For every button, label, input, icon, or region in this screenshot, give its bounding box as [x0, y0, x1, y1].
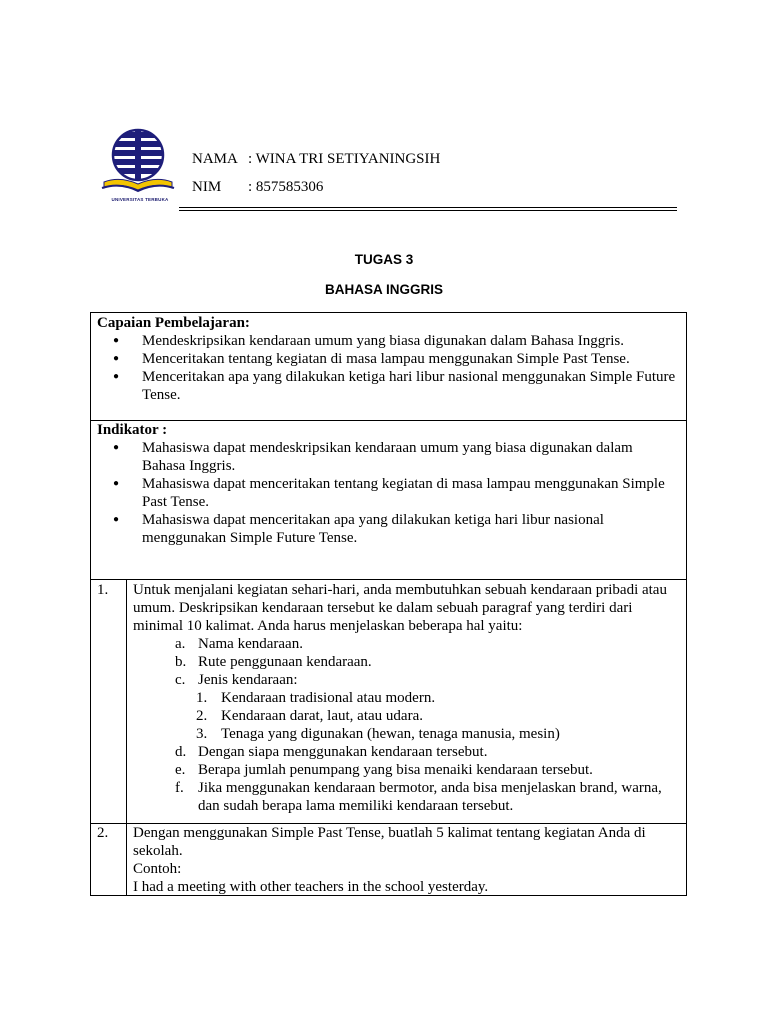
question-1-item-c1: [133, 689, 678, 707]
item-text: Jenis kendaraan:: [198, 672, 298, 688]
item-marker: a.: [175, 636, 186, 652]
question-1-item-c2: [133, 707, 678, 725]
item-text: Tenaga yang digunakan (hewan, tenaga manusia, mesin): [221, 726, 560, 742]
item-text: Kendaraan tradisional atau modern.: [221, 690, 436, 706]
item-marker: 2.: [196, 708, 208, 724]
question-1-item-f: [133, 779, 678, 815]
question-1-item-e: [133, 761, 678, 779]
question-2-body: [133, 824, 678, 896]
item-marker: d.: [175, 744, 187, 760]
capaian-item: ● Menceritakan apa yang dilakukan ketiga hari libur nasional menggunakan Simple Future Tense.: [91, 368, 686, 404]
question-1-item-a: [133, 635, 678, 653]
assignment-title: TUGAS 3: [354, 252, 414, 267]
item-text: Berapa jumlah penumpang yang bisa menaiki kendaraan tersebut.: [198, 762, 593, 778]
question-2-example-label: Contoh:: [133, 861, 182, 877]
indikator-section: [90, 420, 687, 580]
indikator-item: ● Mahasiswa dapat menceritakan tentang kegiatan di masa lampau menggunakan Simple Past Tense.: [91, 475, 686, 511]
header-rule-bottom: [179, 210, 677, 211]
name-row: [192, 150, 440, 168]
indikator-item: ● Mahasiswa dapat menceritakan apa yang dilakukan ketiga hari libur nasional menggunakan Simple Future Tense.: [91, 511, 686, 547]
capaian-item: ● Mendeskripsikan kendaraan umum yang biasa digunakan dalam Bahasa Inggris.: [91, 332, 686, 350]
question-2-example: I had a meeting with other teachers in the school yesterday.: [133, 879, 489, 895]
item-marker: 3.: [196, 726, 208, 742]
question-1-item-c: [133, 671, 678, 689]
item-text: Jika menggunakan kendaraan bermotor, anda bisa menjelaskan brand, warna, dan sudah berapa lama memiliki kendaraan tersebut.: [198, 780, 662, 814]
question-1-item-c3: [133, 725, 678, 743]
question-2-row: [90, 823, 687, 896]
item-text: Kendaraan darat, laut, atau udara.: [221, 708, 423, 724]
nim-label: NIM: [192, 179, 222, 195]
question-1-number: 1.: [91, 580, 127, 823]
name-label: NAMA: [192, 151, 238, 167]
item-text: Dengan siapa menggunakan kendaraan tersebut.: [198, 744, 488, 760]
item-marker: e.: [175, 762, 186, 778]
question-1-row: [90, 579, 687, 824]
question-1-intro: Untuk menjalani kegiatan sehari-hari, anda membutuhkan sebuah kendaraan pribadi atau umum. Deskripsikan kendaraan tersebut ke dalam sebuah paragraf yang terdiri dari minimal 10 kalimat. Anda harus menjelaskan beberapa hal yaitu:: [133, 582, 667, 634]
indikator-item: ● Mahasiswa dapat mendeskripsikan kendaraan umum yang biasa digunakan dalam Bahasa Inggris.: [91, 439, 686, 475]
question-2-intro: Dengan menggunakan Simple Past Tense, buatlah 5 kalimat tentang kegiatan Anda di sekolah.: [133, 825, 646, 859]
capaian-item: ● Menceritakan tentang kegiatan di masa lampau menggunakan Simple Past Tense.: [91, 350, 686, 368]
item-marker: b.: [175, 654, 187, 670]
universitas-terbuka-logo: [98, 128, 178, 208]
question-1-item-d: [133, 743, 678, 761]
subject-title: BAHASA INGGRIS: [324, 282, 443, 297]
item-marker: f.: [175, 780, 184, 796]
question-2-number: 2.: [91, 824, 127, 895]
question-1-item-b: [133, 653, 678, 671]
item-text: Nama kendaraan.: [198, 636, 303, 652]
nim-value: : 857585306: [248, 179, 324, 195]
question-1-body: [133, 581, 678, 815]
item-marker: c.: [175, 672, 186, 688]
header-rule-top: [179, 207, 677, 208]
indikator-heading: Indikator :: [97, 422, 168, 438]
capaian-list: [91, 332, 686, 404]
item-text: Rute penggunaan kendaraan.: [198, 654, 372, 670]
indikator-list: [91, 439, 686, 547]
logo-caption: UNIVERSITAS TERBUKA: [111, 197, 169, 202]
nim-row: [192, 178, 323, 196]
capaian-heading: Capaian Pembelajaran:: [97, 315, 250, 331]
capaian-section: [90, 312, 687, 421]
item-marker: 1.: [196, 690, 208, 706]
name-value: : WINA TRI SETIYANINGSIH: [248, 151, 441, 167]
